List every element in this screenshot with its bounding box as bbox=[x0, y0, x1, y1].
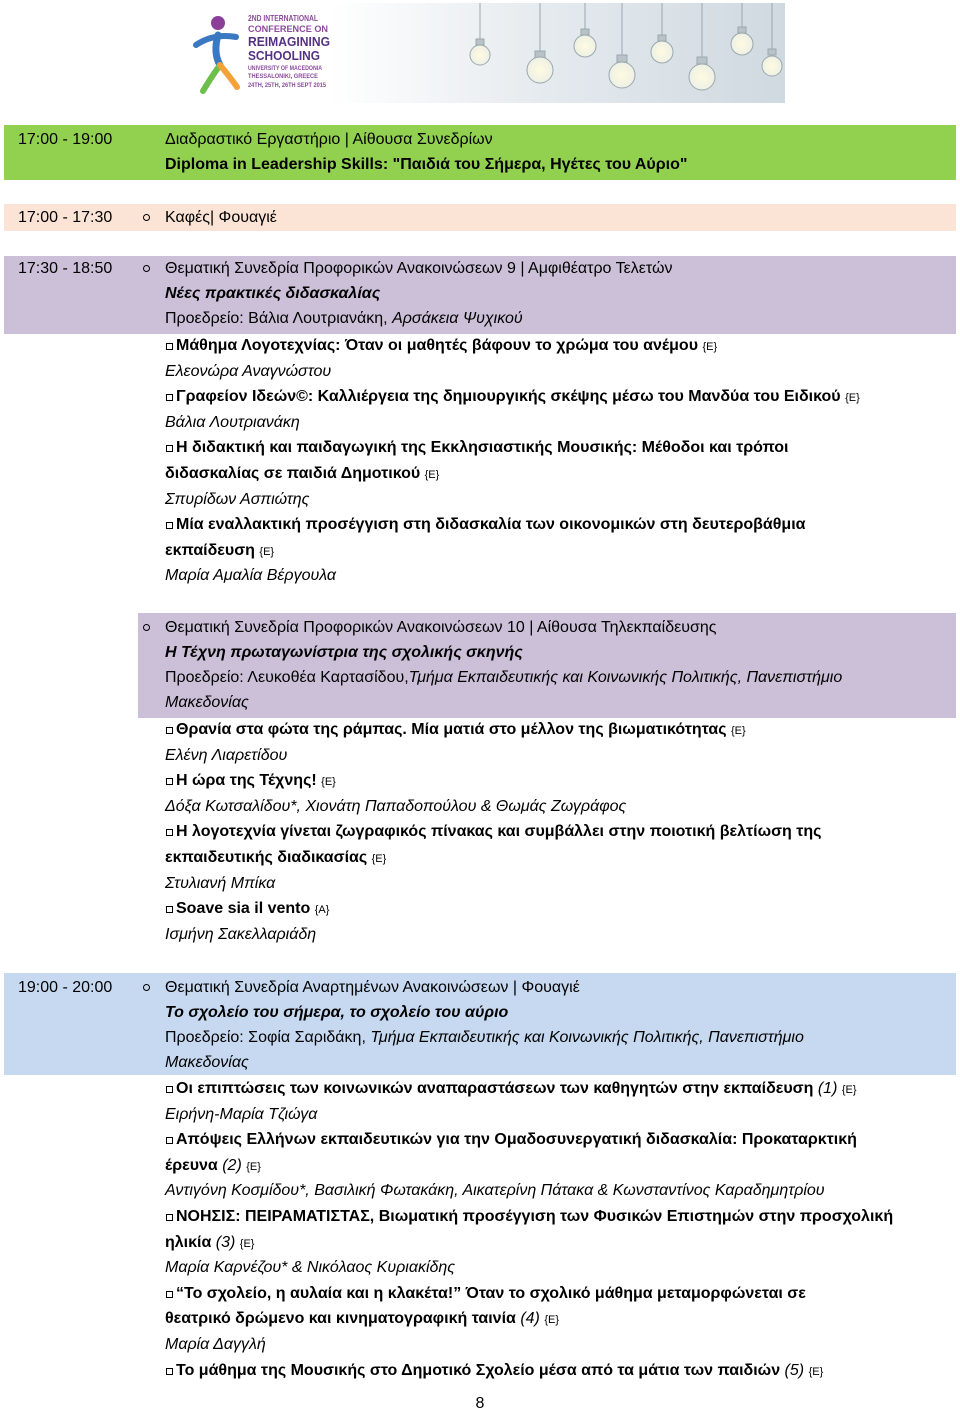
session-9-papers bbox=[0, 333, 960, 589]
paper-title-continued: ηλικία bbox=[165, 1233, 212, 1251]
paper-title-line bbox=[0, 435, 960, 461]
paper-title: Μάθημα Λογοτεχνίας: Όταν οι μαθητές βάφουν το χρώμα του ανέμου bbox=[176, 337, 698, 354]
session-time: 17:00 - 19:00 bbox=[18, 131, 113, 148]
bullet-square-icon bbox=[166, 727, 173, 734]
paper-code: {E} bbox=[239, 1237, 255, 1250]
paper-authors-line bbox=[0, 359, 960, 385]
paper-title-line bbox=[0, 1230, 960, 1256]
bullet-circle-icon bbox=[143, 214, 150, 221]
session-chair-line bbox=[138, 665, 956, 690]
logo-text-line: UNIVERSITY OF MACEDONIA bbox=[248, 65, 323, 72]
paper-authors-line bbox=[0, 1178, 960, 1204]
session-heading: Θεματική Συνεδρία Αναρτημένων Ανακοινώσεων | Φουαγιέ bbox=[165, 979, 580, 996]
paper-title-line bbox=[0, 1127, 960, 1153]
paper-title: Η ώρα της Τέχνης! bbox=[176, 772, 317, 790]
session-header-line bbox=[4, 127, 956, 152]
paper-title-line bbox=[0, 845, 960, 871]
conference-logo bbox=[190, 3, 785, 103]
bullet-square-icon bbox=[166, 1368, 173, 1375]
session-chair: Προεδρείο: Σοφία Σαριδάκη, bbox=[165, 1029, 366, 1046]
workshop-session bbox=[4, 125, 956, 180]
logo-text-line: 24TH, 25TH, 26TH SEPT 2015 bbox=[248, 82, 327, 89]
logo-text-line: CONFERENCE ON bbox=[248, 24, 328, 34]
bullet-square-icon bbox=[166, 1214, 173, 1221]
bullet-square-icon bbox=[166, 394, 173, 401]
bullet-square-icon bbox=[166, 1291, 173, 1298]
paper-title: Το μάθημα της Μουσικής στο Δημοτικό Σχολείο μέσα από τα μάτια των παιδιών bbox=[176, 1361, 781, 1379]
bullet-square-icon bbox=[166, 445, 173, 452]
paper-title-line bbox=[0, 819, 960, 845]
logo-text-line: SCHOOLING bbox=[248, 48, 320, 63]
paper-title: ΝΟΗΣΙΣ: ΠΕΙΡΑΜΑΤΙΣΤΑΣ, Βιωματική προσέγγιση των Φυσικών Επιστημών στην προσχολική bbox=[176, 1207, 894, 1225]
paper-code: {E} bbox=[544, 1314, 560, 1327]
session-subtitle-line bbox=[4, 152, 956, 177]
paper-authors-line bbox=[0, 487, 960, 513]
oral-session-9 bbox=[4, 256, 956, 334]
logo-text-line: THESSALONIKI, GREECE bbox=[248, 73, 319, 80]
paper-title: Μία εναλλακτική προσέγγιση στη διδασκαλία των οικονομικών στη δευτεροβάθμια bbox=[176, 516, 806, 534]
paper-code: {E} bbox=[730, 725, 746, 737]
paper-title: Οι επιπτώσεις των κοινωνικών αναπαραστάσεων των καθηγητών στην εκπαίδευση bbox=[176, 1080, 814, 1097]
session-10-papers bbox=[0, 717, 960, 947]
bullet-square-icon bbox=[166, 522, 173, 529]
session-theme-line bbox=[4, 281, 956, 306]
paper-authors: Μαρία Καρνέζου* & Νικόλαος Κυριακίδης bbox=[165, 1259, 456, 1277]
session-heading: Θεματική Συνεδρία Προφορικών Ανακοινώσεων 9 | Αμφιθέατρο Τελετών bbox=[165, 260, 673, 277]
logo-text-line: REIMAGINING bbox=[248, 34, 330, 49]
paper-title: Soave sia il vento bbox=[176, 900, 311, 918]
paper-authors: Μαρία Αμαλία Βέργουλα bbox=[165, 567, 337, 585]
paper-title-continued: έρευνα bbox=[165, 1156, 218, 1174]
chair-affiliation-continued: Μακεδονίας bbox=[165, 1054, 249, 1071]
session-theme: Νέες πρακτικές διδασκαλίας bbox=[165, 285, 381, 302]
bullet-circle-icon bbox=[143, 265, 150, 272]
session-heading: Θεματική Συνεδρία Προφορικών Ανακοινώσεων 10 | Αίθουσα Τηλεκπαίδευσης bbox=[165, 619, 717, 636]
poster-papers bbox=[0, 1076, 960, 1383]
paper-code: {A} bbox=[314, 904, 330, 917]
bullet-square-icon bbox=[166, 343, 173, 350]
session-time: 17:00 - 17:30 bbox=[18, 209, 113, 226]
coffee-break bbox=[4, 204, 956, 231]
bullet-square-icon bbox=[166, 1086, 173, 1093]
paper-authors: Στυλιανή Μπίκα bbox=[165, 874, 276, 892]
paper-title: Γραφείον Ιδεών©: Καλλιέργεια της δημιουργικής σκέψης μέσω του Μανδύα του Ειδικού bbox=[176, 388, 841, 406]
paper-title-line bbox=[0, 717, 960, 743]
session-header-line bbox=[4, 256, 956, 281]
paper-title-line bbox=[0, 384, 960, 410]
paper-authors-line bbox=[0, 922, 960, 948]
paper-authors: Ελεονώρα Αναγνώστου bbox=[165, 362, 332, 380]
paper-authors: Μαρία Δαγγλή bbox=[165, 1335, 266, 1353]
paper-authors-line bbox=[0, 1332, 960, 1358]
bullet-square-icon bbox=[166, 829, 173, 836]
paper-authors: Ελένη Λιαρετίδου bbox=[165, 746, 288, 764]
paper-title-continued: εκπαίδευση bbox=[165, 541, 255, 559]
paper-title-line bbox=[0, 1306, 960, 1332]
session-theme: Η Τέχνη πρωταγωνίστρια της σχολικής σκηνής bbox=[165, 644, 523, 661]
paper-title: “Το σχολείο, η αυλαία και η κλακέτα!” Όταν το σχολικό μάθημα μεταμορφώνεται σε bbox=[176, 1284, 806, 1302]
paper-number: (5) bbox=[784, 1361, 805, 1379]
paper-number: (3) bbox=[215, 1233, 236, 1251]
session-chair-line bbox=[4, 306, 956, 331]
session-header-line bbox=[4, 204, 956, 231]
paper-code: {E} bbox=[246, 1160, 261, 1173]
paper-code: {E} bbox=[808, 1365, 824, 1378]
paper-number: (4) bbox=[520, 1310, 540, 1328]
session-header-line bbox=[138, 615, 956, 640]
session-heading: Διαδραστικό Εργαστήριο | Αίθουσα Συνεδρίων bbox=[165, 131, 493, 148]
person-figure-icon bbox=[196, 16, 237, 91]
paper-number: (1) bbox=[817, 1080, 838, 1097]
paper-title-line bbox=[0, 461, 960, 487]
session-theme-line bbox=[4, 1000, 956, 1025]
paper-title-line bbox=[0, 1358, 960, 1384]
paper-title-line bbox=[0, 1204, 960, 1230]
paper-authors-line bbox=[0, 563, 960, 589]
bullet-circle-icon bbox=[143, 984, 150, 991]
session-chair: Προεδρείο: Βάλια Λουτριανάκη, bbox=[165, 310, 388, 327]
session-chair-line bbox=[4, 1050, 956, 1075]
session-chair-line bbox=[4, 1025, 956, 1050]
paper-code: {E} bbox=[371, 852, 387, 865]
paper-authors-line bbox=[0, 871, 960, 897]
paper-authors-line bbox=[0, 794, 960, 820]
paper-title-line bbox=[0, 896, 960, 922]
paper-authors: Ισμήνη Σακελλαριάδη bbox=[165, 925, 317, 943]
paper-authors-line bbox=[0, 1102, 960, 1128]
poster-session bbox=[4, 973, 956, 1075]
session-chair-line bbox=[138, 690, 956, 715]
chair-affiliation: Τμήμα Εκπαιδευτικής και Κοινωνικής Πολιτικής, Πανεπιστήμιο bbox=[408, 669, 843, 686]
session-time: 17:30 - 18:50 bbox=[18, 260, 113, 277]
paper-title-line bbox=[0, 1281, 960, 1307]
paper-authors-line bbox=[0, 410, 960, 436]
session-theme-line bbox=[138, 640, 956, 665]
paper-authors-line bbox=[0, 1255, 960, 1281]
paper-number: (2) bbox=[222, 1156, 242, 1174]
paper-title: Η λογοτεχνία γίνεται ζωγραφικός πίνακας και συμβάλλει στην ποιοτική βελτίωση της bbox=[176, 823, 822, 841]
paper-title-continued: θεατρικό δρώμενο και κινηματογραφική ταινία bbox=[165, 1310, 516, 1328]
paper-title-line bbox=[0, 512, 960, 538]
paper-code: {E} bbox=[424, 468, 440, 481]
paper-authors-line bbox=[0, 743, 960, 769]
paper-title-line bbox=[0, 1153, 960, 1179]
session-subtitle: Diploma in Leadership Skills: "Παιδιά του Σήμερα, Ηγέτες του Αύριο" bbox=[165, 156, 688, 173]
session-heading: Καφές| Φουαγιέ bbox=[165, 209, 277, 226]
chair-affiliation: Αρσάκεια Ψυχικού bbox=[392, 310, 523, 327]
logo-text-line: 2ND INTERNATIONAL bbox=[248, 13, 318, 23]
paper-title: Απόψεις Ελλήνων εκπαιδευτικών για την Ομαδοσυνεργατική διδασκαλία: Προκαταρκτική bbox=[176, 1131, 857, 1149]
bullet-square-icon bbox=[166, 906, 173, 913]
paper-title-line bbox=[0, 333, 960, 359]
paper-title-continued: εκπαιδευτικής διαδικασίας bbox=[165, 848, 368, 866]
bullet-square-icon bbox=[166, 778, 173, 785]
bullet-square-icon bbox=[166, 1137, 173, 1144]
chair-affiliation-continued: Μακεδονίας bbox=[165, 694, 249, 711]
session-chair: Προεδρείο: Λευκοθέα Καρτασίδου, bbox=[165, 669, 409, 686]
oral-session-10 bbox=[138, 613, 956, 718]
bullet-circle-icon bbox=[143, 624, 150, 631]
paper-title: Θρανία στα φώτα της ράμπας. Μία ματιά στο μέλλον της βιωματικότητας bbox=[176, 721, 727, 738]
paper-title: Η διδακτική και παιδαγωγική της Εκκλησιαστικής Μουσικής: Μέθοδοι και τρόποι bbox=[176, 439, 789, 457]
page-number: 8 bbox=[475, 1395, 485, 1412]
paper-authors: Βάλια Λουτριανάκη bbox=[165, 413, 300, 431]
paper-code: {E} bbox=[841, 1084, 857, 1096]
paper-authors: Δόξα Κωτσαλίδου*, Χιονάτη Παπαδοπούλου & Θωμάς Ζωγράφος bbox=[165, 797, 627, 815]
session-header-line bbox=[4, 975, 956, 1000]
paper-authors: Σπυρίδων Ασπιώτης bbox=[165, 490, 310, 508]
paper-authors: Αντιγόνη Κοσμίδου*, Βασιλική Φωτακάκη, Αικατερίνη Πάτακα & Κωνσταντίνος Καραδημητρίου bbox=[165, 1182, 825, 1200]
session-time: 19:00 - 20:00 bbox=[18, 979, 113, 996]
paper-title-line bbox=[0, 538, 960, 564]
paper-authors: Ειρήνη-Μαρία Τζιώγα bbox=[165, 1105, 318, 1123]
session-theme: Το σχολείο του σήμερα, το σχολείο του αύριο bbox=[165, 1004, 509, 1021]
paper-title-line bbox=[0, 1076, 960, 1102]
paper-code: {E} bbox=[702, 341, 718, 353]
paper-code: {E} bbox=[321, 776, 336, 789]
paper-title-line bbox=[0, 768, 960, 794]
paper-code: {E} bbox=[259, 545, 275, 558]
paper-title-continued: διδασκαλίας σε παιδιά Δημοτικού bbox=[165, 464, 421, 482]
chair-affiliation: Τμήμα Εκπαιδευτικής και Κοινωνικής Πολιτικής, Πανεπιστήμιο bbox=[370, 1029, 804, 1046]
paper-code: {E} bbox=[845, 392, 860, 405]
